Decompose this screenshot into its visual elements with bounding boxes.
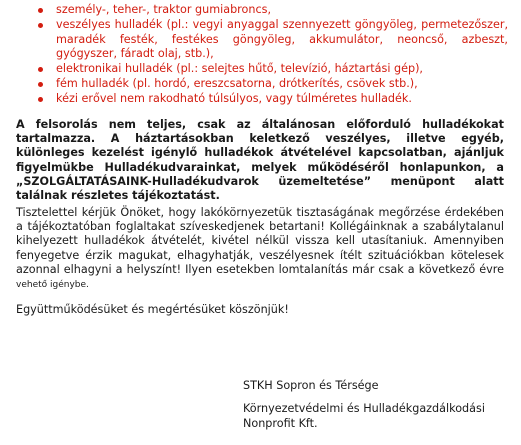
notice-paragraph: A felsorolás nem teljes, csak az általánosan előforduló hulladékokat tartalmazza. A háztartásokban keletkező veszélyes, illetve egyéb, különleges kezelést igénylő hulladékok átvételével kapcsolatban, ajánljuk figyelmükbe Hulladékudvarainkat, melyek működéséről honlapunkon, a „SZOLGÁLTATÁSAINK-Hulladékudvarok üzemeltetése” menüpont alatt találnak részletes tájékoztatást.: [16, 118, 504, 203]
thanks-text: Együttműködésüket és megértésüket köszönjük!: [16, 303, 289, 316]
list-item: elektronikai hulladék (pl.: selejtes hűtő, televízió, háztartási gép),: [38, 62, 508, 77]
request-tail: vehető igénybe.: [16, 280, 89, 291]
waste-list: [38, 3, 508, 107]
signature-line-3: Nonprofit Kft.: [243, 417, 318, 430]
request-text: Tisztelettel kérjük Önöket, hogy lakókörnyezetük tisztaságának megőrzése érdekében a tájékoztatóban foglaltakat szíveskedjenek betartani! Kollégáinknak a szabálytalanul kihelyezett hulladékok átvételét, kivétel nélkül vissza kell utasítaniuk. Amennyiben fenyegetve érzik magukat, elhagyhatják, veszélyesnek ítélt szituációkban kötelesek azonnal elhagyni a helyszínt! Ilyen esetekben lomtalanítás már csak a következő évre: [16, 206, 504, 276]
list-item: fém hulladék (pl. hordó, ereszcsatorna, drótkerítés, csövek stb.),: [38, 77, 508, 92]
list-item: veszélyes hulladék (pl.: vegyi anyaggal szennyezett göngyöleg, permetezőszer, maradék festék, festékes göngyöleg, akkumulátor, neoncső, azbeszt, gyógyszer, fáradt olaj, stb.),: [38, 18, 508, 62]
request-paragraph: [16, 206, 504, 292]
list-item: kézi erővel nem rakodható túlsúlyos, vagy túlméretes hulladék.: [38, 92, 508, 107]
signature-line-1: STKH Sopron és Térsége: [243, 379, 379, 392]
signature-line-2: Környezetvédelmi és Hulladékgazdálkodási: [243, 402, 485, 415]
list-item: személy-, teher-, traktor gumiabroncs,: [38, 3, 508, 18]
